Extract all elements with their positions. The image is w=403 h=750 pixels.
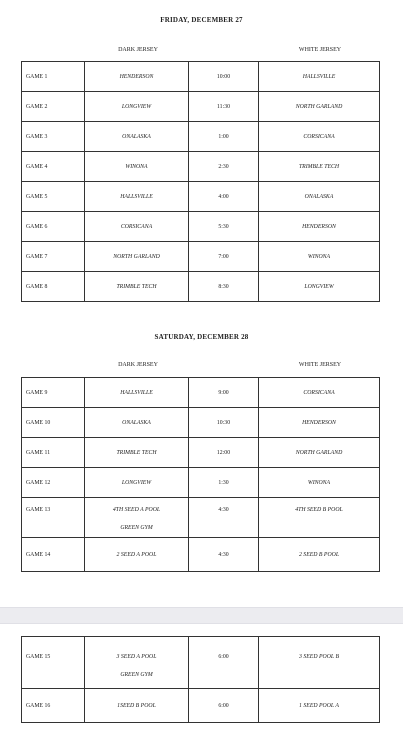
table-row <box>22 468 380 498</box>
white-jersey-team: HENDERSON <box>259 408 380 438</box>
game-time: 6:00 <box>189 689 259 723</box>
white-jersey-team: CORSICANA <box>259 122 380 152</box>
dark-jersey-team: HALLSVILLE <box>85 378 189 408</box>
white-jersey-team: LONGVIEW <box>259 272 380 302</box>
white-jersey-team: 1 SEED POOL A <box>259 689 380 723</box>
game-time: 2:30 <box>189 152 259 182</box>
white-jersey-team: HENDERSON <box>259 212 380 242</box>
game-number: GAME 12 <box>22 468 85 498</box>
dark-jersey-team: WINONA <box>85 152 189 182</box>
table-row <box>22 272 380 302</box>
dark-jersey-team: CORSICANA <box>85 212 189 242</box>
dark-jersey-team-cell <box>85 637 189 689</box>
dark-jersey-team: ONALASKA <box>85 408 189 438</box>
dark-jersey-team: HENDERSON <box>85 62 189 92</box>
dark-jersey-team-cell <box>85 498 189 538</box>
game-time: 10:30 <box>189 408 259 438</box>
game-number: GAME 7 <box>22 242 85 272</box>
game-number: GAME 14 <box>22 538 85 572</box>
venue-label: GREEN GYM <box>120 672 153 678</box>
page-break <box>0 607 403 624</box>
table-row <box>22 408 380 438</box>
white-jersey-team: NORTH GARLAND <box>259 92 380 122</box>
game-time: 1:30 <box>189 468 259 498</box>
table-row <box>22 637 380 689</box>
dark-jersey-team: 1SEED B POOL <box>85 689 189 723</box>
game-time: 9:00 <box>189 378 259 408</box>
table-row <box>22 378 380 408</box>
white-jersey-team: WINONA <box>259 468 380 498</box>
dark-jersey-team: 3 SEED A POOL <box>116 654 157 660</box>
game-time: 4:30 <box>189 498 259 538</box>
table-row <box>22 689 380 723</box>
table-row <box>22 538 380 572</box>
game-number: GAME 2 <box>22 92 85 122</box>
dark-jersey-team: 2 SEED A POOL <box>85 538 189 572</box>
table-row <box>22 152 380 182</box>
game-time: 4:00 <box>189 182 259 212</box>
game-time: 1:00 <box>189 122 259 152</box>
table-row <box>22 182 380 212</box>
game-time: 5:30 <box>189 212 259 242</box>
game-time: 10:00 <box>189 62 259 92</box>
friday-dark-jersey-header: DARK JERSEY <box>118 47 158 53</box>
table-row <box>22 498 380 538</box>
white-jersey-team: TRIMBLE TECH <box>259 152 380 182</box>
dark-jersey-team: LONGVIEW <box>85 468 189 498</box>
table-row <box>22 212 380 242</box>
dark-jersey-team: NORTH GARLAND <box>85 242 189 272</box>
game-number: GAME 8 <box>22 272 85 302</box>
game-time: 8:30 <box>189 272 259 302</box>
game-time: 7:00 <box>189 242 259 272</box>
friday-white-jersey-header: WHITE JERSEY <box>298 47 342 53</box>
friday-title: FRIDAY, DECEMBER 27 <box>160 16 243 24</box>
table-row <box>22 242 380 272</box>
table-row <box>22 122 380 152</box>
saturday-dark-jersey-header: DARK JERSEY <box>118 362 158 368</box>
game-number: GAME 3 <box>22 122 85 152</box>
game-number: GAME 15 <box>22 637 85 689</box>
continued-schedule-table <box>21 636 380 723</box>
game-time: 6:00 <box>189 637 259 689</box>
game-number: GAME 10 <box>22 408 85 438</box>
dark-jersey-team: TRIMBLE TECH <box>85 272 189 302</box>
table-row <box>22 92 380 122</box>
friday-schedule-table <box>21 61 380 302</box>
venue-label: GREEN GYM <box>120 525 153 531</box>
saturday-white-jersey-header: WHITE JERSEY <box>298 362 342 368</box>
white-jersey-team: NORTH GARLAND <box>259 438 380 468</box>
game-number: GAME 13 <box>22 498 85 538</box>
dark-jersey-team: 4TH SEED A POOL <box>112 507 161 513</box>
game-time: 11:30 <box>189 92 259 122</box>
game-time: 4:30 <box>189 538 259 572</box>
table-row <box>22 438 380 468</box>
game-number: GAME 5 <box>22 182 85 212</box>
schedule-page-2 <box>0 624 403 750</box>
white-jersey-team: 2 SEED B POOL <box>259 538 380 572</box>
white-jersey-team: HALLSVILLE <box>259 62 380 92</box>
white-jersey-team: CORSICANA <box>259 378 380 408</box>
white-jersey-team: 3 SEED POOL B <box>259 637 380 689</box>
saturday-schedule-table <box>21 377 380 572</box>
white-jersey-team: ONALASKA <box>259 182 380 212</box>
dark-jersey-team: TRIMBLE TECH <box>85 438 189 468</box>
game-time: 12:00 <box>189 438 259 468</box>
white-jersey-team: WINONA <box>259 242 380 272</box>
dark-jersey-team: LONGVIEW <box>85 92 189 122</box>
saturday-title: SATURDAY, DECEMBER 28 <box>154 333 249 341</box>
game-number: GAME 1 <box>22 62 85 92</box>
table-row <box>22 62 380 92</box>
game-number: GAME 11 <box>22 438 85 468</box>
dark-jersey-team: HALLSVILLE <box>85 182 189 212</box>
game-number: GAME 6 <box>22 212 85 242</box>
white-jersey-team: 4TH SEED B POOL <box>259 498 380 538</box>
game-number: GAME 4 <box>22 152 85 182</box>
game-number: GAME 9 <box>22 378 85 408</box>
game-number: GAME 16 <box>22 689 85 723</box>
dark-jersey-team: ONALASKA <box>85 122 189 152</box>
